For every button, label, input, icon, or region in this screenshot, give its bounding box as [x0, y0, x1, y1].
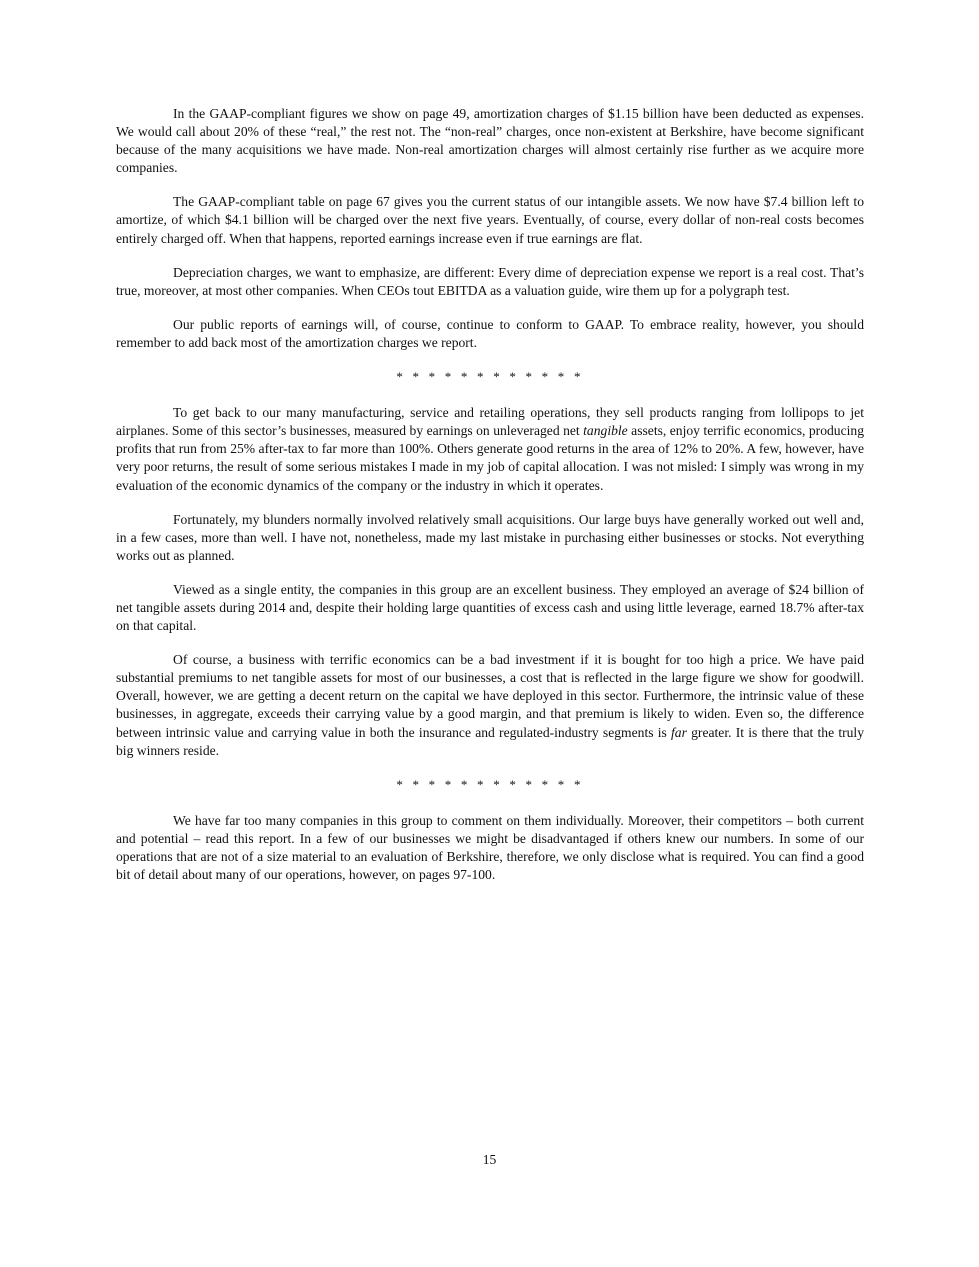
- section-separator: * * * * * * * * * * * *: [396, 776, 584, 792]
- section-separator: * * * * * * * * * * * *: [396, 369, 584, 385]
- paragraph-goodwill: [116, 651, 864, 760]
- paragraph-depreciation: Depreciation charges, we want to emphasize, are different: Every dime of depreciation expense we report is a real cost. That’s true, moreover, at most other companies. When CEOs tout EBITDA as a valuation guide, wire them up for a polygraph test.: [116, 264, 864, 298]
- paragraph-single-entity: Viewed as a single entity, the companies in this group are an excellent business. They employed an average of $24 billion of net tangible assets during 2014 and, despite their holding large quantities of excess cash and using little leverage, earned 18.7% after-tax on that capital.: [116, 581, 864, 634]
- paragraph-gaap-reports: Our public reports of earnings will, of course, continue to conform to GAAP. To embrace reality, however, you should remember to add back most of the amortization charges we report.: [116, 316, 864, 350]
- paragraph-text: Of course, a business with terrific economics can be a bad investment if it is bought for too high a price. We have paid substantial premiums to net tangible assets for most of our businesses, a cost that is reflected in the large figure we show for goodwill. Overall, however, we are getting a decent return on the capital we have deployed in this sector. Furthermore, the intrinsic value of these businesses, in aggregate, exceeds their carrying value by a good margin, and that premium is likely to widen. Even so, the difference between intrinsic value and carrying value in both the insurance and regulated-industry segments is: [116, 652, 864, 740]
- paragraph-disclosure: We have far too many companies in this group to comment on them individually. Moreover, their competitors – both current and potential – read this report. In a few of our businesses we might be disadvantaged if others knew our numbers. In some of our operations that are not of a size material to an evaluation of Berkshire, therefore, we only disclose what is required. You can find a good bit of detail about many of our operations, however, on pages 97-100.: [116, 812, 864, 883]
- paragraph-amortization: In the GAAP-compliant figures we show on page 49, amortization charges of $1.15 billion have been deducted as expenses. We would call about 20% of these “real,” the rest not. The “non-real” charges, once non-existent at Berkshire, have become significant because of the many acquisitions we have made. Non-real amortization charges will almost certainly rise further as we acquire more companies.: [116, 106, 864, 176]
- emphasis-text: tangible: [583, 423, 628, 439]
- paragraph-text: greater. It is there that the truly big winners reside.: [116, 724, 864, 758]
- paragraph-blunders: Fortunately, my blunders normally involved relatively small acquisitions. Our large buys have generally worked out well and, in a few cases, more than well. I have not, nonetheless, made my last mistake in purchasing either businesses or stocks. Not everything works out as planned.: [116, 511, 864, 563]
- page-number: 15: [482, 1152, 497, 1167]
- document-page: [116, 105, 864, 900]
- paragraph-manufacturing-operations: [116, 404, 864, 494]
- paragraph-intangible-assets: The GAAP-compliant table on page 67 gives you the current status of our intangible assets. We now have $7.4 billion left to amortize, of which $4.1 billion will be charged over the next five years. Eventually, of course, every dollar of non-real costs becomes entirely charged off. When that happens, reported earnings increase even if true earnings are flat.: [116, 194, 864, 246]
- paragraph-text: assets, enjoy terrific economics, producing profits that run from 25% after-tax to far more than 100%. Others generate good returns in the area of 12% to 20%. A few, however, have very poor returns, the result of some serious mistakes I made in my job of capital allocation. I was not misled: I simply was wrong in my evaluation of the economic dynamics of the company or the industry in which it operates.: [116, 423, 864, 493]
- paragraph-text: To get back to our many manufacturing, service and retailing operations, they sell products ranging from lollipops to jet airplanes. Some of this sector’s businesses, measured by earnings on unleveraged net: [116, 405, 864, 439]
- emphasis-text: far: [671, 724, 687, 740]
